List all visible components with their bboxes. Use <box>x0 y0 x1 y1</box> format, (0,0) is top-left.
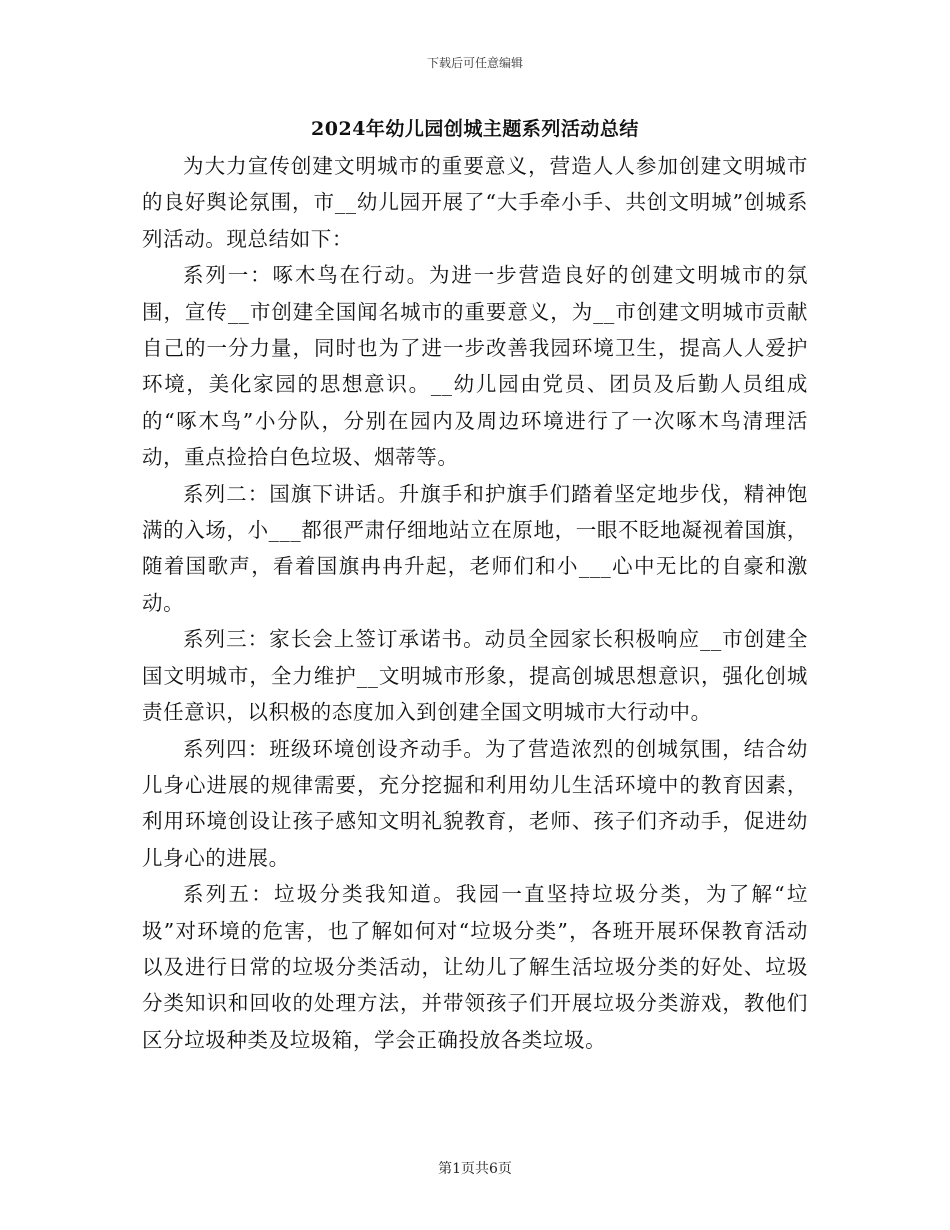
paragraph-series-5: 系列五：垃圾分类我知道。我园一直坚持垃圾分类，为了解“垃圾”对环境的危害，也了解如何对“垃圾分类”，各班开展环保教育活动以及进行日常的垃圾分类活动，让幼儿了解生活垃圾分类的好处、垃圾分类知识和回收的处理方法，并带领孩子们开展垃圾分类游戏，教他们区分垃圾种类及垃圾箱，学会正确投放各类垃圾。 <box>142 882 808 1052</box>
paragraph-series-4: 系列四：班级环境创设齐动手。为了营造浓烈的创城氛围，结合幼儿身心进展的规律需要，充分挖掘和利用幼儿生活环境中的教育因素，利用环境创设让孩子感知文明礼貌教育，老师、孩子们齐动手，促进幼儿身心的进展。 <box>142 736 808 870</box>
paragraph-series-1: 系列一：啄木鸟在行动。为进一步营造良好的创建文明城市的氛围，宣传__市创建全国闻名城市的重要意义，为__市创建文明城市贡献自己的一分力量，同时也为了进一步改善我园环境卫生，提高人人爱护环境，美化家园的思想意识。__幼儿园由党员、团员及后勤人员组成的“啄木鸟”小分队，分别在园内及周边环境进行了一次啄木鸟清理活动，重点捡拾白色垃圾、烟蒂等。 <box>142 263 808 470</box>
document-body <box>142 148 808 1058</box>
paragraph-intro: 为大力宣传创建文明城市的重要意义，营造人人参加创建文明城市的良好舆论氛围，市__幼儿园开展了“大手牵小手、共创文明城”创城系列活动。现总结如下： <box>142 154 808 251</box>
header-note: 下载后可任意编辑 <box>426 56 523 70</box>
page-indicator: 第1页共6页 <box>438 1161 512 1177</box>
document-title: 2024年幼儿园创城主题系列活动总结 <box>311 118 639 140</box>
paragraph-series-3: 系列三：家长会上签订承诺书。动员全园家长积极响应__市创建全国文明城市，全力维护__文明城市形象，提高创城思想意识，强化创城责任意识，以积极的态度加入到创建全国文明城市大行动中。 <box>142 627 808 725</box>
paragraph-series-2: 系列二：国旗下讲话。升旗手和护旗手们踏着坚定地步伐，精神饱满的入场，小___都很严肃仔细地站立在原地，一眼不眨地凝视着国旗，随着国歌声，看着国旗冉冉升起，老师们和小___心中无比的自豪和激动。 <box>142 481 808 615</box>
